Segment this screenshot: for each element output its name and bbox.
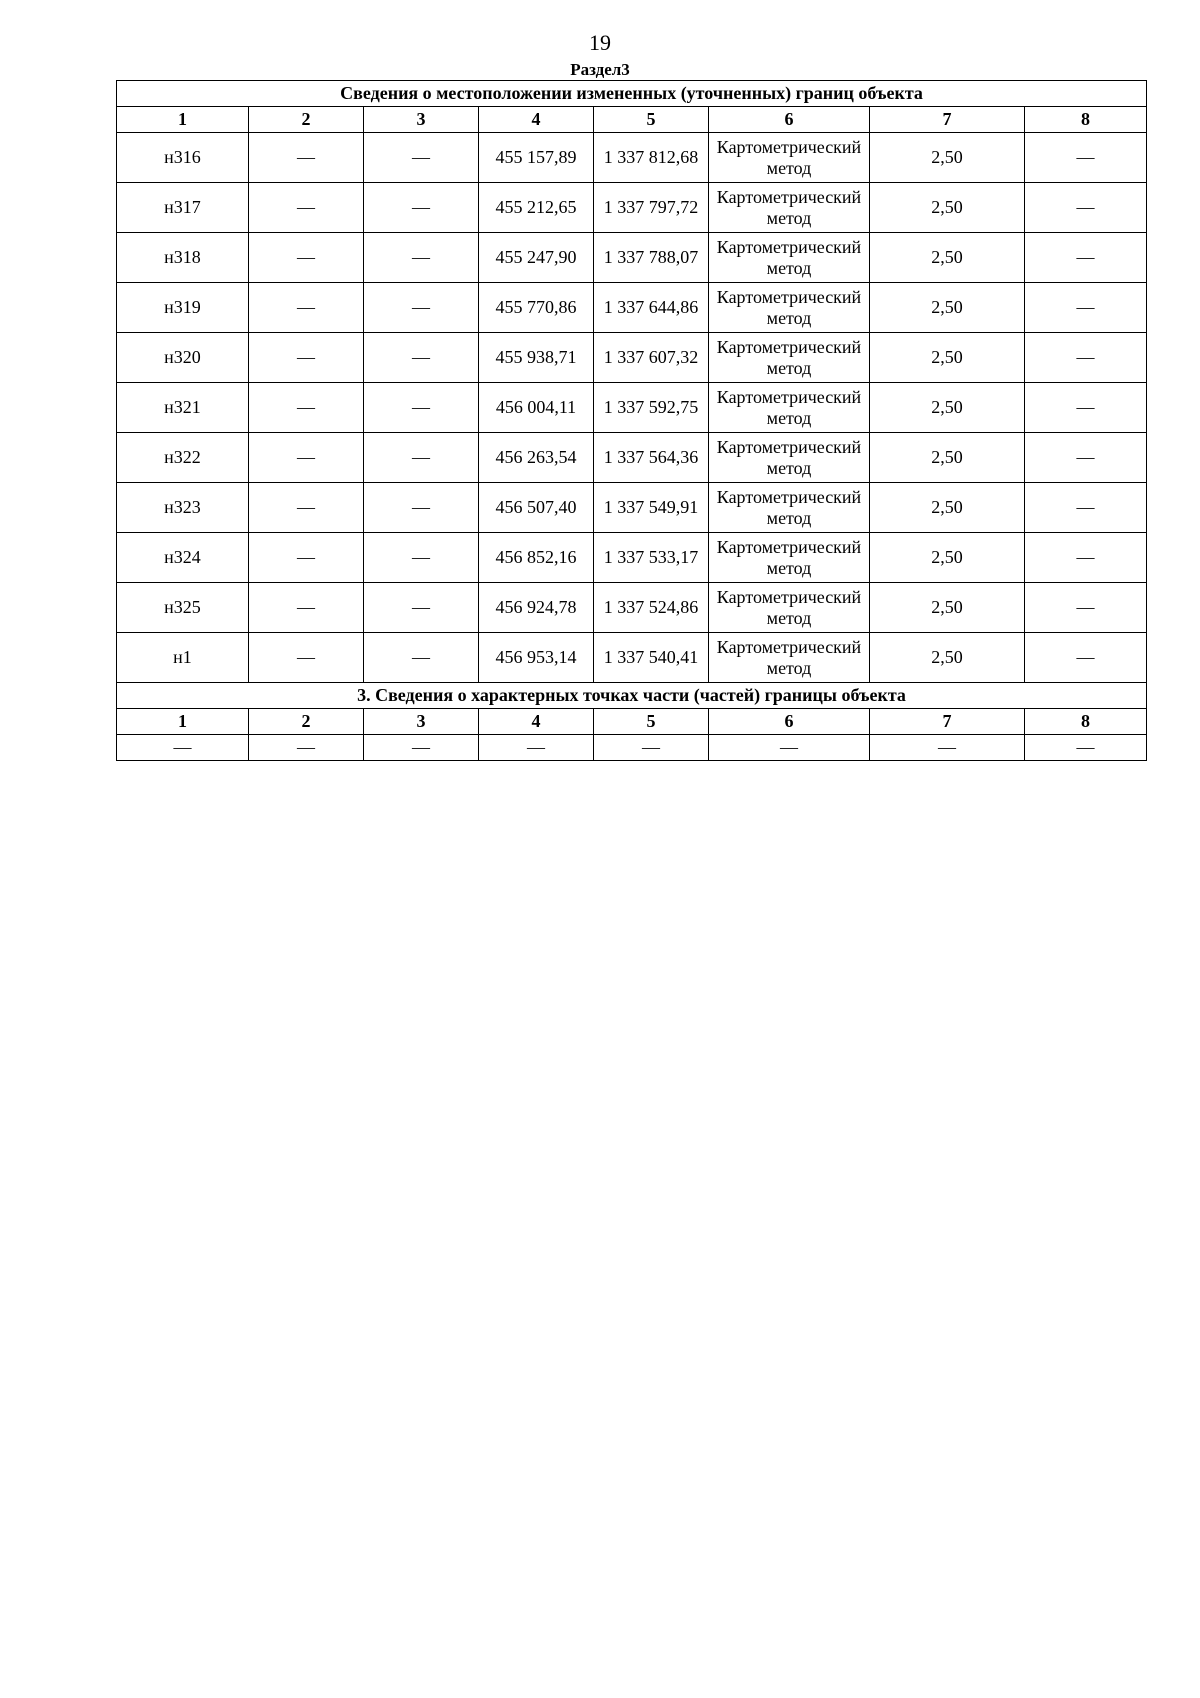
point-cell: н318 — [117, 233, 249, 283]
column-number: 3 — [364, 107, 479, 133]
column-number: 6 — [709, 709, 870, 735]
table-row — [117, 633, 1147, 683]
x-coordinate-cell: 456 004,11 — [479, 383, 594, 433]
y-coordinate-cell: 1 337 533,17 — [594, 533, 709, 583]
column-number: 7 — [870, 107, 1025, 133]
method-cell: Картометрический метод — [709, 533, 870, 583]
empty-cell: — — [1025, 433, 1147, 483]
y-coordinate-cell: 1 337 592,75 — [594, 383, 709, 433]
column-number: 2 — [249, 709, 364, 735]
point-cell: н316 — [117, 133, 249, 183]
column-number: 4 — [479, 107, 594, 133]
y-coordinate-cell: 1 337 540,41 — [594, 633, 709, 683]
method-cell: Картометрический метод — [709, 333, 870, 383]
empty-cell: — — [1025, 183, 1147, 233]
x-coordinate-cell: 456 852,16 — [479, 533, 594, 583]
empty-cell: — — [594, 735, 709, 761]
empty-cell: — — [364, 233, 479, 283]
table-row — [117, 483, 1147, 533]
empty-cell: — — [1025, 583, 1147, 633]
empty-cell: — — [249, 735, 364, 761]
y-coordinate-cell: 1 337 644,86 — [594, 283, 709, 333]
column-number: 1 — [117, 107, 249, 133]
empty-cell: — — [1025, 283, 1147, 333]
empty-cell: — — [249, 283, 364, 333]
y-coordinate-cell: 1 337 564,36 — [594, 433, 709, 483]
empty-cell: — — [249, 433, 364, 483]
empty-cell: — — [479, 735, 594, 761]
method-cell: Картометрический метод — [709, 283, 870, 333]
empty-cell: — — [364, 133, 479, 183]
table-row — [117, 283, 1147, 333]
column-number: 2 — [249, 107, 364, 133]
x-coordinate-cell: 456 507,40 — [479, 483, 594, 533]
x-coordinate-cell: 455 938,71 — [479, 333, 594, 383]
subsection-title-row — [117, 683, 1147, 709]
accuracy-cell: 2,50 — [870, 333, 1025, 383]
empty-cell: — — [364, 583, 479, 633]
x-coordinate-cell: 455 212,65 — [479, 183, 594, 233]
point-cell: н321 — [117, 383, 249, 433]
empty-cell: — — [249, 133, 364, 183]
page-number: 19 — [589, 30, 611, 55]
empty-cell: — — [709, 735, 870, 761]
table-row — [117, 333, 1147, 383]
column-number: 6 — [709, 107, 870, 133]
empty-cell: — — [364, 333, 479, 383]
empty-cell: — — [364, 735, 479, 761]
empty-cell: — — [364, 433, 479, 483]
point-cell: н322 — [117, 433, 249, 483]
section-label: Раздел3 — [570, 60, 630, 79]
empty-cell: — — [1025, 533, 1147, 583]
x-coordinate-cell: 455 247,90 — [479, 233, 594, 283]
point-cell: н319 — [117, 283, 249, 333]
accuracy-cell: 2,50 — [870, 633, 1025, 683]
empty-cell: — — [249, 183, 364, 233]
point-cell: н325 — [117, 583, 249, 633]
y-coordinate-cell: 1 337 524,86 — [594, 583, 709, 633]
x-coordinate-cell: 455 157,89 — [479, 133, 594, 183]
empty-cell: — — [1025, 133, 1147, 183]
x-coordinate-cell: 455 770,86 — [479, 283, 594, 333]
empty-cell: — — [249, 333, 364, 383]
empty-cell: — — [1025, 333, 1147, 383]
table-row — [117, 383, 1147, 433]
x-coordinate-cell: 456 924,78 — [479, 583, 594, 633]
accuracy-cell: 2,50 — [870, 133, 1025, 183]
empty-cell: — — [1025, 233, 1147, 283]
point-cell: н324 — [117, 533, 249, 583]
table-row — [117, 583, 1147, 633]
method-cell: Картометрический метод — [709, 583, 870, 633]
empty-cell: — — [117, 735, 249, 761]
y-coordinate-cell: 1 337 549,91 — [594, 483, 709, 533]
column-number: 3 — [364, 709, 479, 735]
x-coordinate-cell: 456 953,14 — [479, 633, 594, 683]
table-caption-row — [117, 81, 1147, 107]
y-coordinate-cell: 1 337 607,32 — [594, 333, 709, 383]
subsection-empty-row — [117, 735, 1147, 761]
column-number: 5 — [594, 709, 709, 735]
accuracy-cell: 2,50 — [870, 483, 1025, 533]
empty-cell: — — [364, 383, 479, 433]
boundary-table — [116, 80, 1147, 761]
accuracy-cell: 2,50 — [870, 583, 1025, 633]
x-coordinate-cell: 456 263,54 — [479, 433, 594, 483]
accuracy-cell: 2,50 — [870, 533, 1025, 583]
table-row — [117, 183, 1147, 233]
method-cell: Картометрический метод — [709, 483, 870, 533]
column-number: 8 — [1025, 107, 1147, 133]
empty-cell: — — [1025, 633, 1147, 683]
method-cell: Картометрический метод — [709, 233, 870, 283]
accuracy-cell: 2,50 — [870, 283, 1025, 333]
empty-cell: — — [249, 583, 364, 633]
y-coordinate-cell: 1 337 788,07 — [594, 233, 709, 283]
table-row — [117, 133, 1147, 183]
empty-cell: — — [364, 183, 479, 233]
method-cell: Картометрический метод — [709, 133, 870, 183]
table-caption: Сведения о местоположении измененных (уточненных) границ объекта — [117, 81, 1147, 107]
table-row — [117, 433, 1147, 483]
empty-cell: — — [1025, 735, 1147, 761]
point-cell: н323 — [117, 483, 249, 533]
column-number: 5 — [594, 107, 709, 133]
method-cell: Картометрический метод — [709, 383, 870, 433]
column-number: 1 — [117, 709, 249, 735]
table-row — [117, 233, 1147, 283]
column-number-row — [117, 107, 1147, 133]
accuracy-cell: 2,50 — [870, 433, 1025, 483]
subsection-column-number-row — [117, 709, 1147, 735]
point-cell: н320 — [117, 333, 249, 383]
empty-cell: — — [364, 283, 479, 333]
accuracy-cell: 2,50 — [870, 183, 1025, 233]
accuracy-cell: 2,50 — [870, 233, 1025, 283]
column-number: 4 — [479, 709, 594, 735]
accuracy-cell: 2,50 — [870, 383, 1025, 433]
point-cell: н317 — [117, 183, 249, 233]
empty-cell: — — [364, 633, 479, 683]
empty-cell: — — [1025, 483, 1147, 533]
column-number: 7 — [870, 709, 1025, 735]
empty-cell: — — [364, 483, 479, 533]
column-number: 8 — [1025, 709, 1147, 735]
subsection-title: 3. Сведения о характерных точках части (частей) границы объекта — [117, 683, 1147, 709]
empty-cell: — — [249, 483, 364, 533]
empty-cell: — — [249, 533, 364, 583]
method-cell: Картометрический метод — [709, 183, 870, 233]
empty-cell: — — [870, 735, 1025, 761]
method-cell: Картометрический метод — [709, 433, 870, 483]
empty-cell: — — [364, 533, 479, 583]
table-row — [117, 533, 1147, 583]
y-coordinate-cell: 1 337 812,68 — [594, 133, 709, 183]
empty-cell: — — [249, 233, 364, 283]
empty-cell: — — [249, 383, 364, 433]
empty-cell: — — [1025, 383, 1147, 433]
method-cell: Картометрический метод — [709, 633, 870, 683]
empty-cell: — — [249, 633, 364, 683]
point-cell: н1 — [117, 633, 249, 683]
y-coordinate-cell: 1 337 797,72 — [594, 183, 709, 233]
